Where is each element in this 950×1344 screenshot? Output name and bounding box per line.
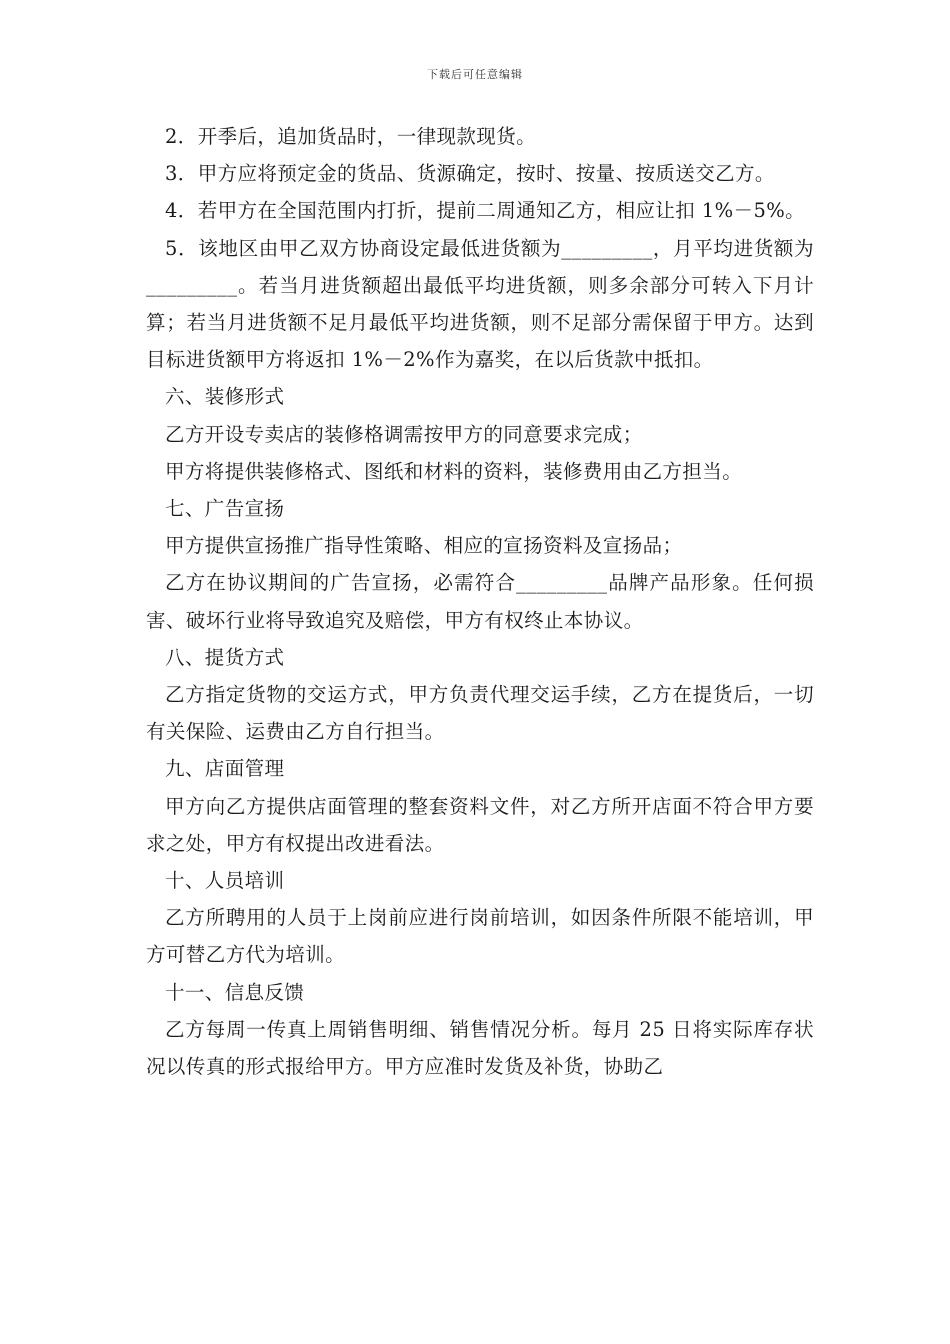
section-heading-training: 十、人员培训 bbox=[165, 869, 285, 893]
section-heading-pickup: 八、提货方式 bbox=[165, 645, 285, 669]
section-heading-decoration: 六、装修形式 bbox=[165, 385, 285, 409]
document-body bbox=[146, 118, 814, 1085]
clause-3: 3．甲方应将预定金的货品、货源确定，按时、按量、按质送交乙方。 bbox=[165, 162, 775, 186]
page-header-note: 下载后可任意编辑 bbox=[427, 68, 523, 81]
section-heading-advertising: 七、广告宣扬 bbox=[165, 497, 285, 521]
section-heading-feedback: 十一、信息反馈 bbox=[165, 980, 305, 1004]
training-paragraph: 乙方所聘用的人员于上岗前应进行岗前培训，如因条件所限不能培训，甲方可替乙方代为培训。 bbox=[146, 906, 814, 967]
clause-5: 5．该地区由甲乙双方协商设定最低进货额为_________，月平均进货额为_________。若当月进货额超出最低平均进货额，则多余部分可转入下月计算；若当月进货额不足月最低平均进货额，则不足部分需保留于甲方。达到目标进货额甲方将返扣 1%－2%作为嘉奖，在以后货款中抵扣。 bbox=[146, 236, 814, 372]
decoration-paragraph-2: 甲方将提供装修格式、图纸和材料的资料，装修费用由乙方担当。 bbox=[165, 459, 743, 483]
advertising-paragraph-1: 甲方提供宣扬推广指导性策略、相应的宣扬资料及宣扬品； bbox=[165, 534, 683, 558]
clause-4: 4．若甲方在全国范围内打折，提前二周通知乙方，相应让扣 1%－5%。 bbox=[165, 199, 806, 223]
section-heading-store-management: 九、店面管理 bbox=[165, 757, 285, 781]
feedback-paragraph: 乙方每周一传真上周销售明细、销售情况分析。每月 25 日将实际库存状况以传真的形式报给甲方。甲方应准时发货及补货，协助乙 bbox=[146, 1017, 814, 1079]
store-management-paragraph: 甲方向乙方提供店面管理的整套资料文件，对乙方所开店面不符合甲方要求之处，甲方有权提出改进看法。 bbox=[146, 794, 814, 855]
clause-2: 2．开季后，追加货品时，一律现款现货。 bbox=[165, 125, 537, 148]
decoration-paragraph-1: 乙方开设专卖店的装修格调需按甲方的同意要求完成； bbox=[165, 422, 643, 446]
pickup-paragraph: 乙方指定货物的交运方式，甲方负责代理交运手续，乙方在提货后，一切有关保险、运费由乙方自行担当。 bbox=[146, 683, 814, 744]
advertising-paragraph-2: 乙方在协议期间的广告宣扬，必需符合_________品牌产品形象。任何损害、破坏行业将导致追究及赔偿，甲方有权终止本协议。 bbox=[146, 571, 814, 632]
